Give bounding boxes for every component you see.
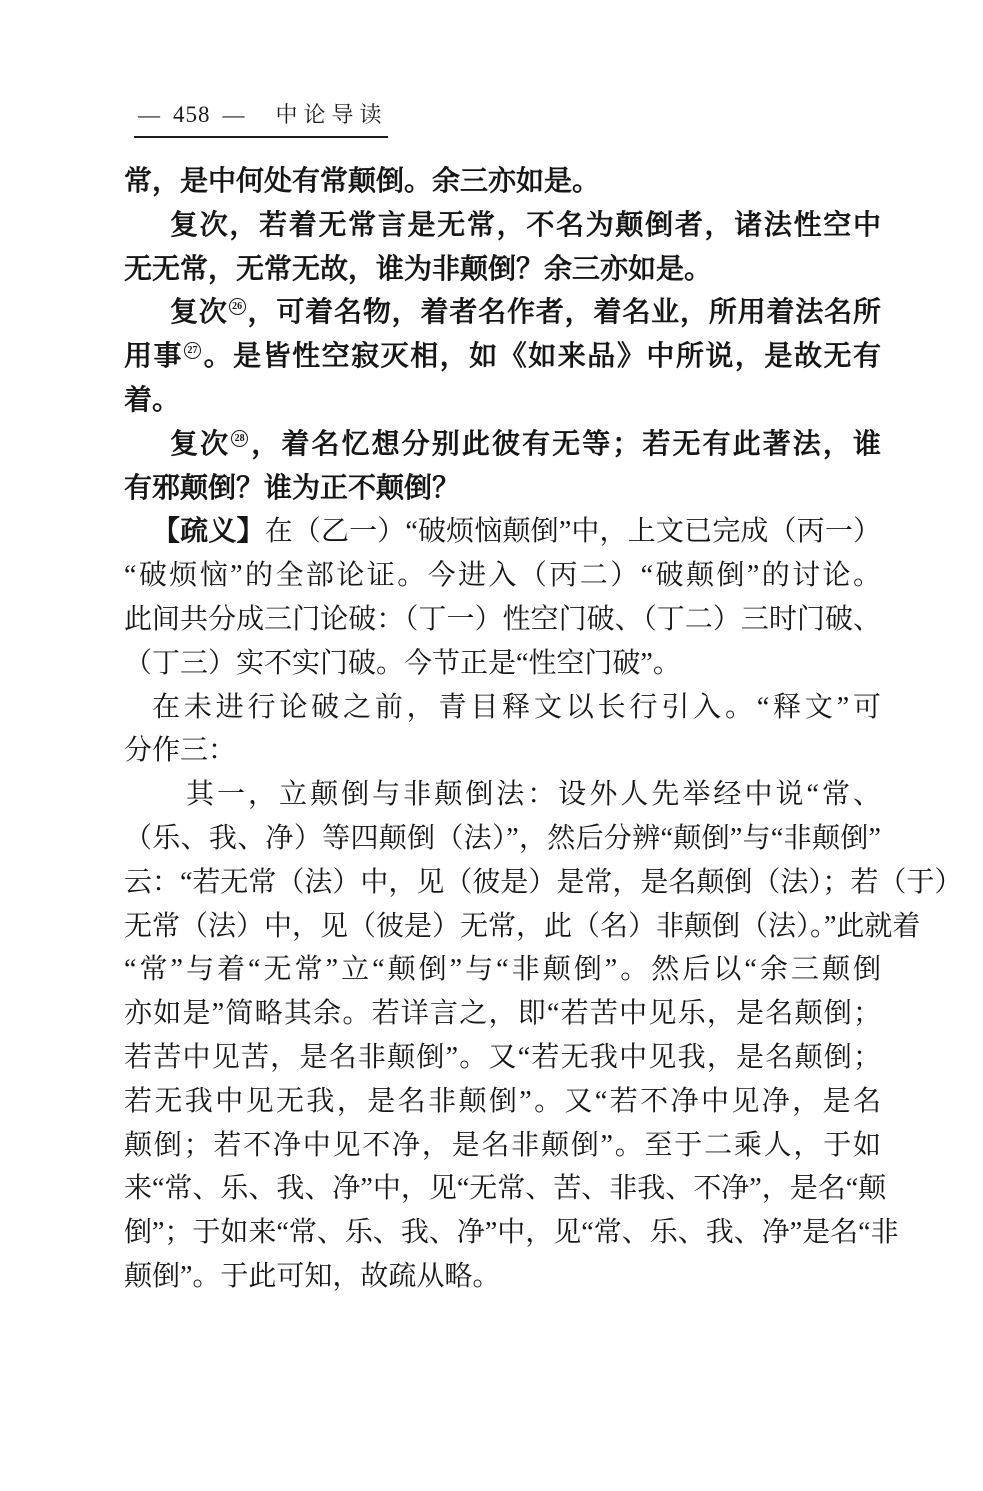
text-line: 颠倒；若不净中见不净，是名非颠倒”。至于二乘人，于如 — [124, 1129, 881, 1161]
text-line: 颠倒”。于此可知，故疏从略。 — [124, 1260, 501, 1292]
line-text: 。是皆性空寂灭相，如《如来品》中所说，是故无有 — [202, 341, 881, 373]
text-line: 其一，立颠倒与非颠倒法：设外人先举经中说“常、 — [186, 779, 881, 811]
text-line: 在未进行论破之前，青目释文以长行引入。“释文”可 — [152, 691, 881, 723]
text-line: 来“常、乐、我、净”中，见“无常、苦、非我、不净”，是名“颠 — [124, 1173, 887, 1205]
shuyi-label: 【疏义】 — [152, 516, 265, 548]
line-text: ，着名忆想分别此彼有无等；若无有此著法，谁 — [249, 428, 881, 460]
text-line: 若苦中见苦，是名非颠倒”。又“若无我中见我，是名颠倒； — [124, 1041, 881, 1073]
text-line: “破烦恼”的全部论证。今进入（丙二）“破颠倒”的讨论。 — [124, 560, 881, 592]
book-title: 中论导读 — [275, 102, 388, 127]
page-number: 458 — [173, 102, 211, 127]
text-line: 无常（法）中，见（彼是）无常，此（名）非颠倒（法）。”此就着 — [124, 910, 921, 942]
header-dash-left: — — [138, 102, 161, 127]
text-line — [124, 291, 881, 335]
line-text: 在（乙一）“破烦恼颠倒”中，上文已完成（丙一） — [264, 516, 881, 548]
text-line: 亦如是”简略其余。若详言之，即“若苦中见乐，是名颠倒； — [124, 998, 881, 1030]
text-line: 有邪颠倒？谁为正不颠倒？ — [124, 472, 461, 504]
text-line: 分作三： — [124, 735, 237, 767]
text-line: 复次，若着无常言是无常，不名为颠倒者，诸法性空中 — [170, 209, 881, 241]
line-text: ，可着名物，着者名作者，着名业，所用着法名所 — [246, 297, 881, 329]
text-line: 此间共分成三门论破：（丁一）性空门破、（丁二）三时门破、 — [124, 603, 881, 635]
text-line — [124, 423, 881, 467]
line-text: 复次 — [170, 428, 231, 460]
line-text: 用事 — [124, 341, 184, 373]
text-line — [124, 335, 881, 379]
text-line: “常”与着“无常”立“颠倒”与“非颠倒”。然后以“余三颠倒 — [124, 954, 881, 986]
text-line: 无无常，无常无故，谁为非颠倒？余三亦如是。 — [124, 253, 713, 285]
text-line: （丁三）实不实门破。今节正是“性空门破”。 — [124, 647, 681, 679]
running-header — [134, 98, 388, 138]
header-dash-right: — — [222, 102, 246, 127]
line-text: 复次 — [170, 297, 228, 329]
text-line: 着。 — [124, 384, 181, 416]
body-text — [124, 160, 963, 1299]
text-line: （乐、我、净）等四颠倒（法）”，然后分辨“颠倒”与“非颠倒” — [124, 822, 881, 854]
text-line: 常，是中何处有常颠倒。余三亦如是。 — [124, 166, 601, 197]
note-ref-28: 28 — [231, 430, 248, 447]
text-line: 倒”；于如来“常、乐、我、净”中，见“常、乐、我、净”是名“非 — [124, 1217, 899, 1249]
text-line — [124, 510, 881, 554]
text-line: 云：“若无常（法）中，见（彼是）是常，是名颠倒（法）；若（于） — [124, 866, 963, 898]
note-ref-27: 27 — [184, 342, 201, 359]
text-line: 若无我中见无我，是名非颠倒”。又“若不净中见净，是名 — [124, 1085, 881, 1117]
note-ref-26: 26 — [229, 298, 246, 315]
